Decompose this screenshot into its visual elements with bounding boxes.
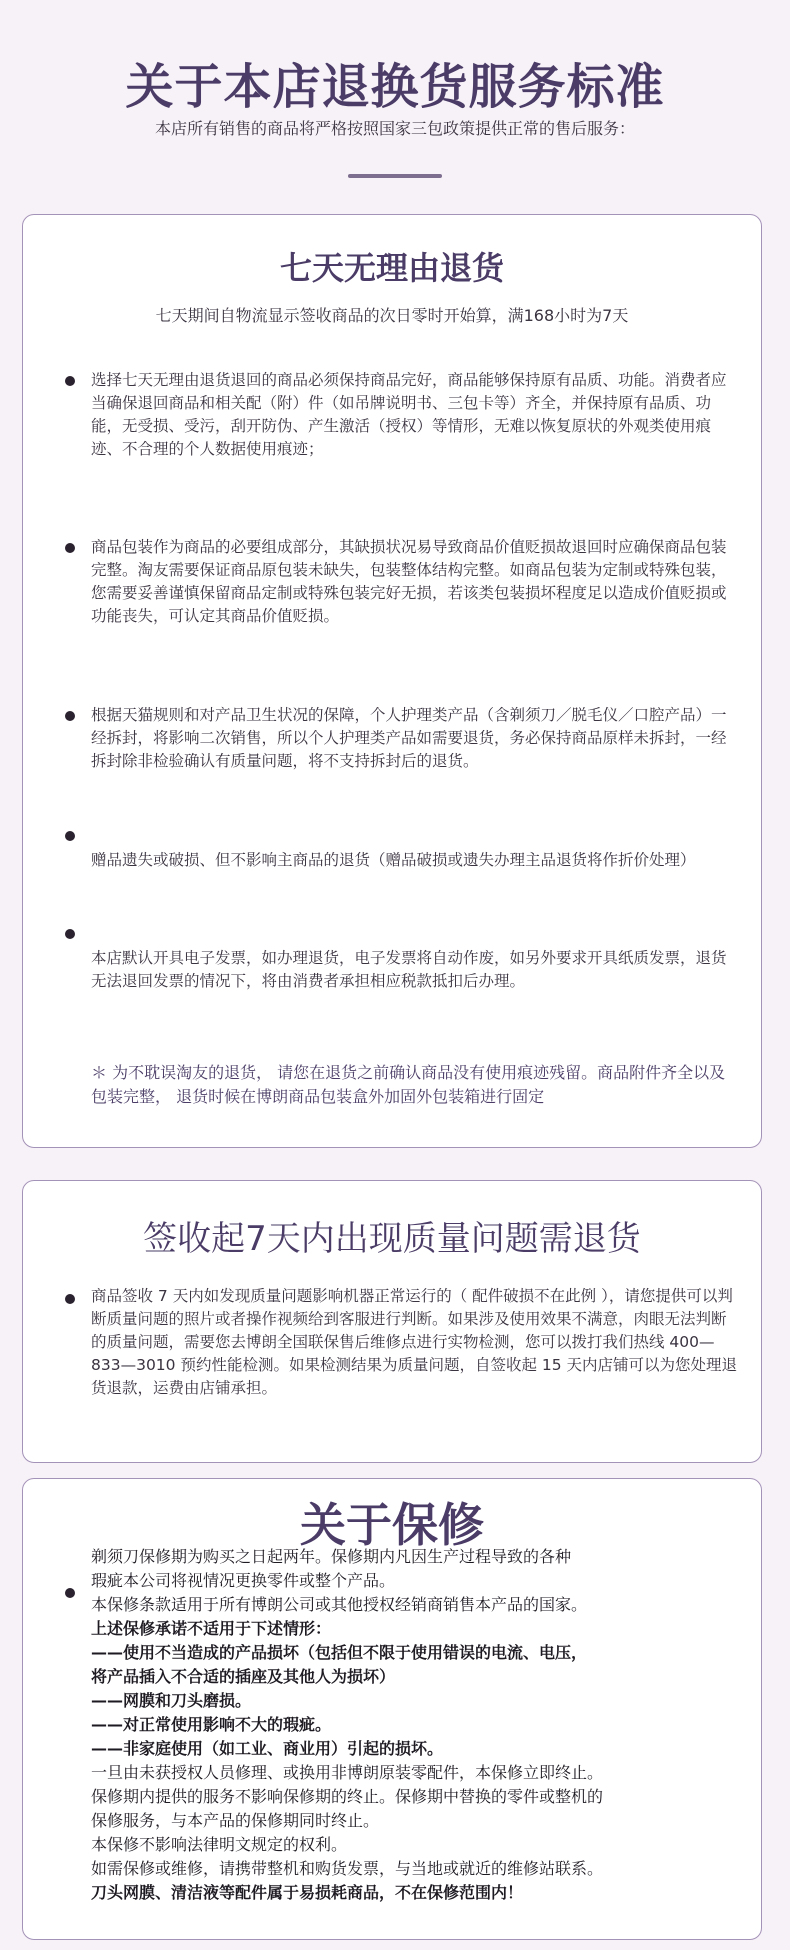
return-rule-4: 赠品遗失或破损、但不影响主商品的退货（赠品破损或遗失办理主品退货将作折价处理） bbox=[91, 851, 696, 869]
warranty-line: 保修服务，与本产品的保修期同时终止。 bbox=[91, 1811, 380, 1830]
title-divider bbox=[348, 174, 442, 178]
warranty-line: 保修期内提供的服务不影响保修期的终止。保修期中替换的零件或整机的 bbox=[91, 1787, 604, 1806]
warranty-line: 如需保修或维修，请携带整机和购货发票，与当地或就近的维修站联系。 bbox=[91, 1859, 604, 1878]
warranty-line: 本保修条款适用于所有博朗公司或其他授权经销商销售本产品的国家。 bbox=[91, 1595, 588, 1614]
page-subtitle: 本店所有销售的商品将严格按照国家三包政策提供正常的售后服务： bbox=[154, 119, 635, 138]
warranty-title: 关于保修 bbox=[300, 1498, 484, 1552]
warranty-text bbox=[91, 1545, 751, 1905]
warranty-line: 剃须刀保修期为购买之日起两年。保修期内凡因生产过程导致的各种 bbox=[91, 1547, 572, 1566]
warranty-line: 刀头网膜、清洁液等配件属于易损耗商品，不在保修范围内！ bbox=[91, 1883, 524, 1902]
warranty-card bbox=[22, 1478, 762, 1940]
return-rule-1: 选择七天无理由退货退回的商品必须保持商品完好，商品能够保持原有品质、功能。消费者应当确保退回商品和相关配（附）件（如吊牌说明书、三包卡等）齐全，并保持原有品质、功能，无受损、受污，刮开防伪、产生激活（授权）等情形，无难以恢复原状的外观类使用痕迹、不合理的个人数据使用痕迹； bbox=[91, 371, 727, 458]
return-note: ＊ 为不耽误淘友的退货， 请您在退货之前确认商品没有使用痕迹残留。商品附件齐全以及包装完整， 退货时候在博朗商品包装盒外加固外包装箱进行固定 bbox=[91, 1063, 726, 1106]
bullet-icon bbox=[65, 376, 75, 386]
quality-return-title: 签收起7天内出现质量问题需退货 bbox=[143, 1219, 641, 1259]
seven-day-return-card bbox=[22, 214, 762, 1148]
warranty-line: ——使用不当造成的产品损坏（包括但不限于使用错误的电流、电压， bbox=[91, 1643, 588, 1662]
warranty-line: 上述保修承诺不适用于下述情形： bbox=[91, 1619, 332, 1638]
warranty-line: ——对正常使用影响不大的瑕疵。 bbox=[91, 1715, 332, 1734]
seven-day-return-subtitle: 七天期间自物流显示签收商品的次日零时开始算，满168小时为7天 bbox=[155, 306, 629, 325]
warranty-line: 瑕疵本公司将视情况更换零件或整个产品。 bbox=[91, 1571, 396, 1590]
bullet-icon bbox=[65, 1294, 75, 1304]
quality-return-card bbox=[22, 1180, 762, 1463]
warranty-line: ——网膜和刀头磨损。 bbox=[91, 1691, 252, 1710]
return-rule-3: 根据天猫规则和对产品卫生状况的保障，个人护理类产品（含剃须刀／脱毛仪／口腔产品）一经拆封，将影响二次销售，所以个人护理类产品如需要退货，务必保持商品原样未拆封，一经拆封除非检验确认有质量问题，将不支持拆封后的退货。 bbox=[91, 706, 727, 770]
bullet-icon bbox=[65, 1588, 75, 1598]
bullet-icon bbox=[65, 831, 75, 841]
bullet-icon bbox=[65, 929, 75, 939]
bullet-icon bbox=[65, 711, 75, 721]
return-rule-5: 本店默认开具电子发票，如办理退货，电子发票将自动作废，如另外要求开具纸质发票，退货无法退回发票的情况下，将由消费者承担相应税款抵扣后办理。 bbox=[91, 949, 727, 990]
warranty-line: 本保修不影响法律明文规定的权利。 bbox=[91, 1835, 348, 1854]
bullet-icon bbox=[65, 543, 75, 553]
warranty-line: ——非家庭使用（如工业、商业用）引起的损坏。 bbox=[91, 1739, 444, 1758]
return-rule-2: 商品包装作为商品的必要组成部分，其缺损状况易导致商品价值贬损故退回时应确保商品包装完整。淘友需要保证商品原包装未缺失，包装整体结构完整。如商品包装为定制或特殊包装，您需要妥善谨慎保留商品定制或特殊包装完好无损，若该类包装损坏程度足以造成价值贬损或功能丧失，可认定其商品价值贬损。 bbox=[91, 538, 727, 625]
warranty-line: 一旦由未获授权人员修理、或换用非博朗原装零配件，本保修立即终止。 bbox=[91, 1763, 604, 1782]
page-title: 关于本店退换货服务标准 bbox=[125, 59, 665, 115]
seven-day-return-title: 七天无理由退货 bbox=[279, 249, 504, 287]
warranty-line: 将产品插入不合适的插座及其他人为损坏） bbox=[91, 1667, 396, 1686]
quality-return-text: 商品签收 7 天内如发现质量问题影响机器正常运行的（ 配件破损不在此例 ），请您提供可以判断质量问题的照片或者操作视频给到客服进行判断。如果涉及使用效果不满意，肉眼无法判断的质量问题，需要您去博朗全国联保售后维修点进行实物检测，您可以拨打我们热线 400—833—3010 预约性能检测。如果检测结果为质量问题，自签收起 15 天内店铺可以为您处理退货退款，运费由店铺承担。 bbox=[91, 1287, 738, 1397]
